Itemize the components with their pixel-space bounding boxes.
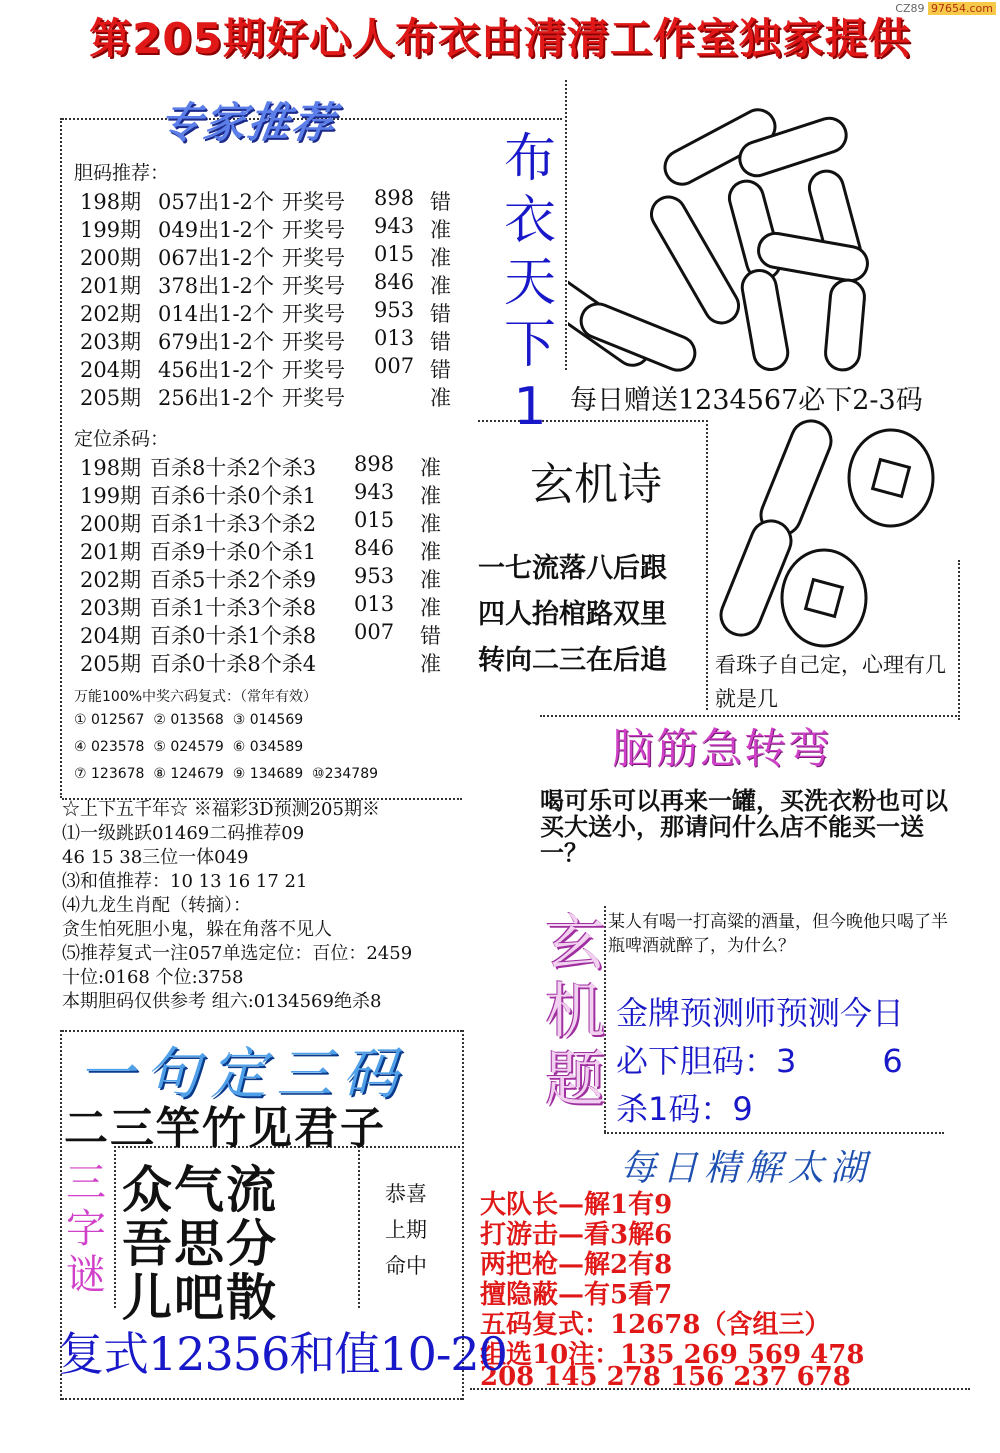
forecast-line: 本期胆码仅供参考 组六:0134569绝杀8 xyxy=(62,991,382,1012)
frame-line xyxy=(62,1398,462,1400)
gold-kill: 杀1码：9 xyxy=(616,1090,753,1128)
bead-hint-text: 看珠子自己定，心理有几就是几 xyxy=(715,653,946,711)
gold-dan-value: 3 xyxy=(776,1042,797,1080)
frame-line xyxy=(114,1146,116,1308)
yiju-answer: 二三竿竹见君子 xyxy=(64,1103,386,1154)
forecast-line: ⑸推荐复式一注057单选定位：百位：2459 xyxy=(62,943,413,964)
yiju-title: 一句定三码 xyxy=(78,1042,408,1107)
frame-line xyxy=(60,118,62,798)
buyi-vertical-title: 布 衣 天 下 1 xyxy=(503,129,556,437)
xuanjiti-vertical-title: 玄 机 题 xyxy=(545,909,605,1115)
poem-line: 转向二三在后追 xyxy=(478,645,667,676)
sanzi-line: 众气流 xyxy=(122,1160,278,1219)
poem-line: 四人抬棺路双里 xyxy=(478,599,667,630)
forecast-line: ☆上下五千年☆ ※福彩3D预测205期※ xyxy=(62,799,380,820)
forecast-line: 十位:0168 个位:3758 xyxy=(62,967,244,988)
taihu-line: 组选10注：135 269 569 478 xyxy=(480,1340,865,1370)
gongxi-note: 恭喜 上期 命中 xyxy=(385,1182,427,1278)
taihu-line: 大队长—解1有9 xyxy=(480,1190,673,1220)
big-number-28-graphic xyxy=(568,90,908,372)
brain-teaser-title: 脑筋急转弯 xyxy=(612,724,833,773)
riddle-text: 某人有喝一打高粱的酒量，但今晚他只喝了半瓶啤酒就醉了，为什么？ xyxy=(608,912,948,956)
sanzi-line: 吾思分 xyxy=(122,1214,278,1273)
taihu-line: 两把枪—解2有8 xyxy=(480,1250,673,1280)
wanneng-row: ⑦ 123678 ⑧ 124679 ⑨ 134689 ⑩234789 xyxy=(74,766,379,782)
sanzi-line: 儿吧散 xyxy=(122,1268,278,1327)
frame-line xyxy=(565,80,567,370)
forecast-line: 46 15 38三位一体049 xyxy=(62,847,249,868)
frame-line xyxy=(958,560,960,720)
gold-predictor-title: 金牌预测师预测今日 xyxy=(616,994,905,1032)
poem-line: 一七流落八后跟 xyxy=(478,553,667,584)
kill-label: 定位杀码： xyxy=(74,428,170,450)
brain-teaser-question: 喝可乐可以再来一罐，买洗衣粉也可以买大送小，那请问什么店不能买一送一？ xyxy=(540,787,948,867)
wanneng-label: 万能100%中奖六码复式：（常年有效） xyxy=(74,689,318,705)
big-number-28-text: 28 xyxy=(580,96,582,97)
big-number-10-graphic xyxy=(716,418,936,648)
taihu-title: 每日精解太湖 xyxy=(620,1148,873,1189)
taihu-line: 208 145 278 156 237 678 xyxy=(480,1362,851,1392)
forecast-line: 贪生怕死胆小鬼，躲在角落不见人 xyxy=(62,919,332,940)
wanneng-row: ① 012567 ② 013568 ③ 014569 xyxy=(74,712,304,728)
daily-gift-text: 每日赠送1234567必下2-3码 xyxy=(570,385,923,416)
poem-title: 玄机诗 xyxy=(530,459,662,510)
wanneng-row: ④ 023578 ⑤ 024579 ⑥ 034589 xyxy=(74,739,304,755)
taihu-line: 五码复式：12678（含组三） xyxy=(480,1310,831,1340)
sanzi-vertical-label: 三 字 谜 xyxy=(66,1160,106,1298)
watermark-site: 97654.com xyxy=(928,2,996,15)
page-title: 第205期好心人布衣由清清工作室独家提供 xyxy=(89,14,911,63)
frame-line xyxy=(358,1146,360,1308)
gold-dan-value: 6 xyxy=(882,1042,903,1080)
forecast-line: ⑶和值推荐：10 13 16 17 21 xyxy=(62,871,308,892)
gold-dan-label: 必下胆码： xyxy=(616,1042,777,1080)
forecast-line: ⑷九龙生肖配（转摘）： xyxy=(62,895,251,916)
taihu-line: 打游击—看3解6 xyxy=(480,1220,673,1250)
fushi-summary: 复式12356和值10-20 xyxy=(58,1327,507,1381)
forecast-line: ⑴一级跳跃01469二码推荐09 xyxy=(62,823,305,844)
frame-line xyxy=(604,1132,944,1134)
expert-title: 专家推荐 xyxy=(156,98,340,147)
gold-dan-row xyxy=(616,1036,903,1082)
watermark-prefix: CZ89 xyxy=(895,2,925,15)
dan-label: 胆码推荐： xyxy=(74,162,170,184)
taihu-line: 擅隐蔽—有5看7 xyxy=(480,1280,673,1310)
frame-line xyxy=(706,420,708,710)
